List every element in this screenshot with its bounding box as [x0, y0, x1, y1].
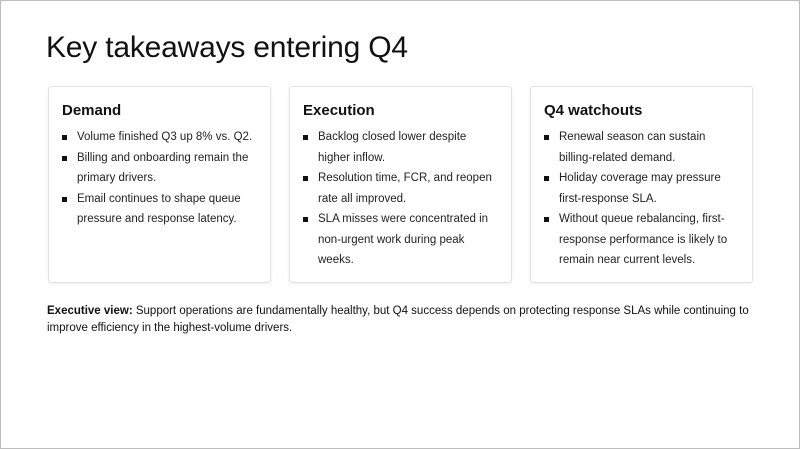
summary-lead: Executive view: [47, 305, 133, 317]
square-bullet-icon [544, 176, 549, 181]
list-item [303, 127, 499, 168]
list-item-text: Backlog closed lower despite higher inflow. [318, 131, 467, 164]
list-item [544, 209, 740, 271]
list-item [303, 209, 499, 271]
square-bullet-icon [62, 135, 67, 140]
list-item [303, 168, 499, 209]
square-bullet-icon [62, 156, 67, 161]
square-bullet-icon [303, 217, 308, 222]
card-q4-watchouts [530, 86, 753, 283]
bullet-list [544, 127, 740, 271]
summary-text: Support operations are fundamentally healthy, but Q4 success depends on protecting response SLAs while continuing to improve efficiency in the highest-volume drivers. [47, 305, 749, 334]
list-item-text: Without queue rebalancing, first-response performance is likely to remain near current levels. [559, 213, 728, 266]
card-heading: Demand [62, 102, 122, 119]
square-bullet-icon [303, 135, 308, 140]
bullet-list [303, 127, 499, 271]
square-bullet-icon [62, 197, 67, 202]
list-item-text: Resolution time, FCR, and reopen rate all improved. [318, 172, 492, 205]
list-item-text: SLA misses were concentrated in non-urgent work during peak weeks. [318, 213, 489, 266]
executive-summary [47, 303, 757, 337]
card-execution [289, 86, 512, 283]
card-heading: Execution [303, 102, 375, 119]
list-item [544, 168, 740, 209]
square-bullet-icon [544, 135, 549, 140]
list-item-text: Email continues to shape queue pressure and response latency. [77, 192, 241, 225]
card-heading: Q4 watchouts [544, 102, 643, 119]
list-item [544, 127, 740, 168]
list-item [62, 189, 258, 230]
page-title: Key takeaways entering Q4 [46, 31, 408, 64]
square-bullet-icon [544, 217, 549, 222]
list-item [62, 148, 258, 189]
list-item-text: Billing and onboarding remain the primary drivers. [77, 151, 249, 184]
card-demand [48, 86, 271, 283]
list-item-text: Holiday coverage may pressure first-response SLA. [559, 172, 721, 205]
list-item [62, 127, 258, 148]
bullet-list [62, 127, 258, 230]
square-bullet-icon [303, 176, 308, 181]
list-item-text: Renewal season can sustain billing-related demand. [559, 131, 706, 164]
list-item-text: Volume finished Q3 up 8% vs. Q2. [77, 131, 253, 143]
